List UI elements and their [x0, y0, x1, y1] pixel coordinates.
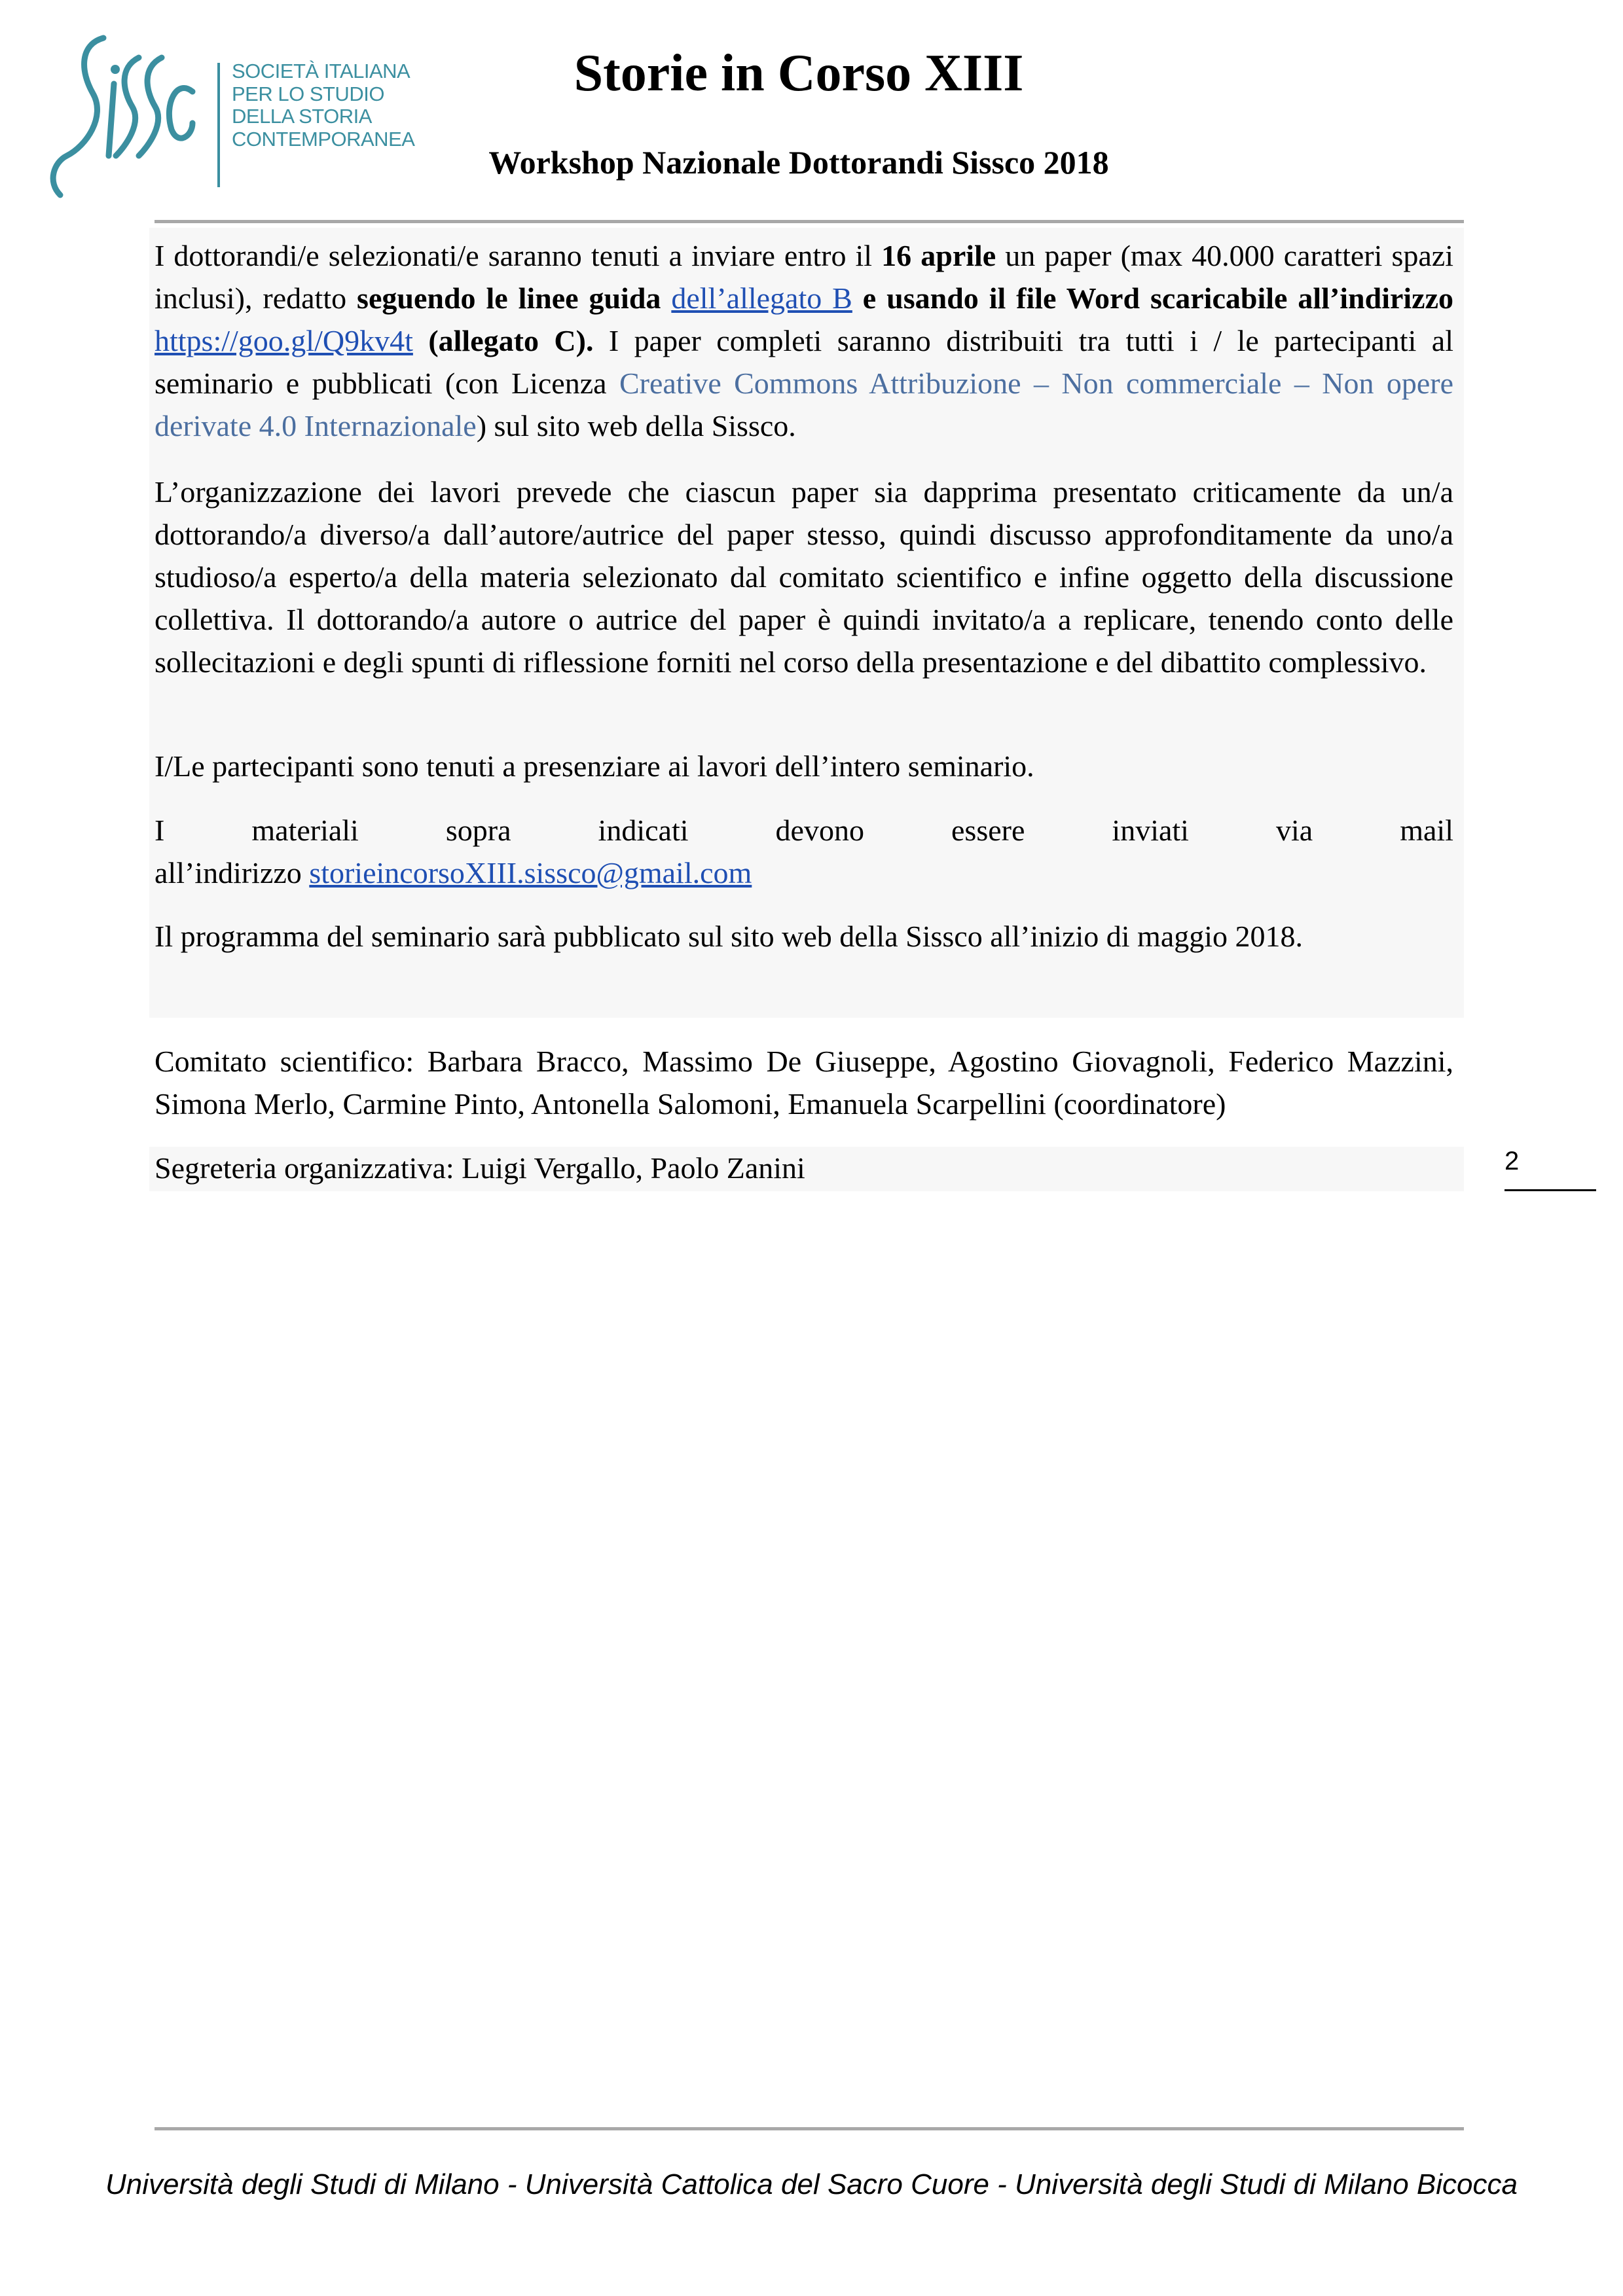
allegato-b-link[interactable]: dell’allegato B: [671, 281, 852, 315]
paragraph-materials: [155, 809, 1453, 894]
guidelines-label: seguendo le linee guida: [357, 281, 661, 315]
paragraph-attendance: I/Le partecipanti sono tenuti a presenziare ai lavori dell’intero seminario.: [155, 749, 1034, 783]
logo-line-3: DELLA STORIA: [232, 105, 372, 128]
page-number: 2: [1504, 1147, 1520, 1175]
paragraph-scientific-committee: Comitato scientifico: Barbara Bracco, Massimo De Giuseppe, Agostino Giovagnoli, Federico Mazzini, Simona Merlo, Carmine Pinto, Antonella Salomoni, Emanuela Scarpellini (coordinatore): [155, 1045, 1453, 1121]
paragraph-paper-submission: [155, 234, 1453, 447]
logo-wordmark: [232, 60, 414, 151]
deadline-date: 16 aprile: [881, 239, 996, 272]
document-subtitle: Workshop Nazionale Dottorandi Sissco 2018: [488, 144, 1109, 181]
footer-divider: [155, 2127, 1464, 2130]
text-run: I dottorandi/e selezionati/e saranno tenuti a inviare entro il: [155, 239, 882, 272]
footer-universities: Università degli Studi di Milano - Università Cattolica del Sacro Cuore - Università degli Studi di Milano Bicocca: [105, 2168, 1518, 2200]
sissco-logo: [41, 31, 415, 202]
logo-line-1: SOCIETÀ ITALIANA: [232, 60, 410, 82]
text-run: all’indirizzo: [155, 856, 310, 889]
header-divider: [155, 220, 1464, 223]
paragraph-organization: L’organizzazione dei lavori prevede che ciascun paper sia dapprima presentato criticamente da un/a dottorando/a diverso/a dall’autore/autrice del paper stesso, quindi discusso approfonditamente da uno/a studioso/a esperto/a della materia selezionato dal comitato scientifico e infine oggetto della discussione collettiva. Il dottorando/a autore o autrice del paper è quindi invitato/a a replicare, tenendo conto delle sollecitazioni e degli spunti di riflessione forniti nel corso della presentazione e del dibattito complessivo.: [155, 475, 1453, 679]
logo-line-2: PER LO STUDIO: [232, 82, 384, 105]
text-run: un paper (max 40.000 caratteri spazi inclusi), redatto: [155, 239, 1453, 315]
sissco-logo-mark-icon: [41, 31, 198, 202]
word-file-link[interactable]: https://goo.gl/Q9kv4t: [155, 324, 413, 357]
document-title: Storie in Corso XIII: [574, 45, 1024, 102]
materials-address-line: [155, 852, 1453, 894]
word-file-label: e usando il file Word scaricabile all’indirizzo: [852, 281, 1454, 315]
materials-line: I materiali sopra indicati devono essere inviati via mail: [155, 814, 1453, 847]
paragraph-secretariat: Segreteria organizzativa: Luigi Vergallo, Paolo Zanini: [155, 1151, 805, 1185]
paragraph-program: Il programma del seminario sarà pubblicato sul sito web della Sissco all’inizio di maggio 2018.: [155, 920, 1304, 953]
text-run: I paper completi saranno distribuiti tra tutti i / le partecipanti al seminario e pubblicati (con Licenza: [155, 324, 1453, 400]
logo-divider: [217, 63, 220, 187]
text-run: ) sul sito web della Sissco.: [476, 409, 796, 442]
contact-email-link[interactable]: storieincorsoXIII.sissco@gmail.com: [309, 856, 752, 889]
allegato-c-label: (allegato C).: [412, 324, 594, 357]
creative-commons-link[interactable]: Creative Commons Attribuzione – Non commerciale – Non opere derivate 4.0 Internazionale: [155, 367, 1453, 442]
logo-line-4: CONTEMPORANEA: [232, 127, 415, 151]
page-number-underline: [1504, 1189, 1596, 1191]
